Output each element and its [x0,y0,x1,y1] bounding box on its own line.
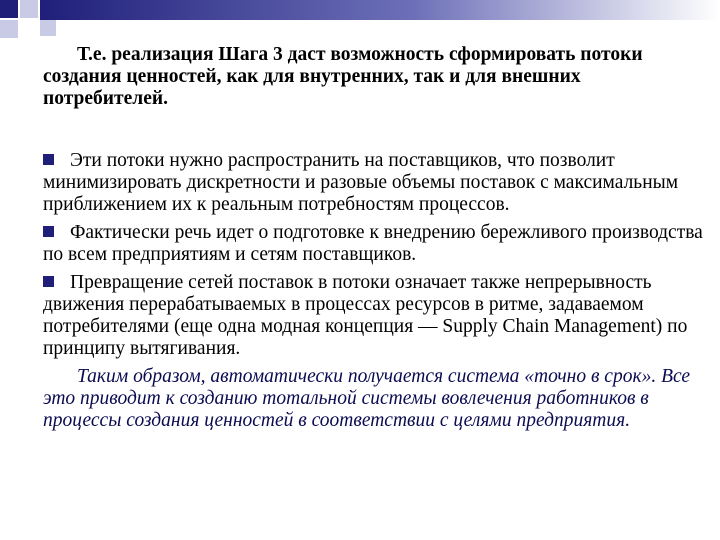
header-decoration [0,0,720,40]
bullet-item-1 [43,150,703,216]
decor-square [40,20,56,36]
bullet-item-3 [43,272,703,360]
decor-square [0,20,18,38]
bullet-text-1: Эти потоки нужно распространить на поставщиков, что позволит минимизировать дискретности и разовые объемы поставок с максимальным приближением их к реальным потребностям процессов. [43,150,679,215]
square-bullet-icon [43,226,54,237]
square-bullet-icon [43,276,54,287]
slide-body [43,44,703,432]
square-bullet-icon [43,154,54,165]
decor-square [0,0,18,18]
conclusion-paragraph: Таким образом, автоматически получается система «точно в срок». Все это приводит к созданию тотальной системы вовлечения работников в процессы создания ценностей в соответствии с целями предприятия. [43,366,691,431]
bullet-text-2: Фактически речь идет о подготовке к внедрению бережливого производства по всем предприятиям и сетям поставщиков. [43,222,703,265]
bullet-item-2 [43,222,703,266]
bullet-text-3: Превращение сетей поставок в потоки означает также непрерывность движения перерабатываемых в процессах ресурсов в ритме, задаваемом потребителями (еще одна модная концепция — Supply Chain Management) по принципу вытягивания. [43,272,688,359]
intro-paragraph: Т.е. реализация Шага 3 даст возможность сформировать потоки создания ценностей, как для внутренних, так и для внешних потребителей. [43,44,643,109]
decor-square [20,0,38,18]
decor-square [20,20,38,38]
